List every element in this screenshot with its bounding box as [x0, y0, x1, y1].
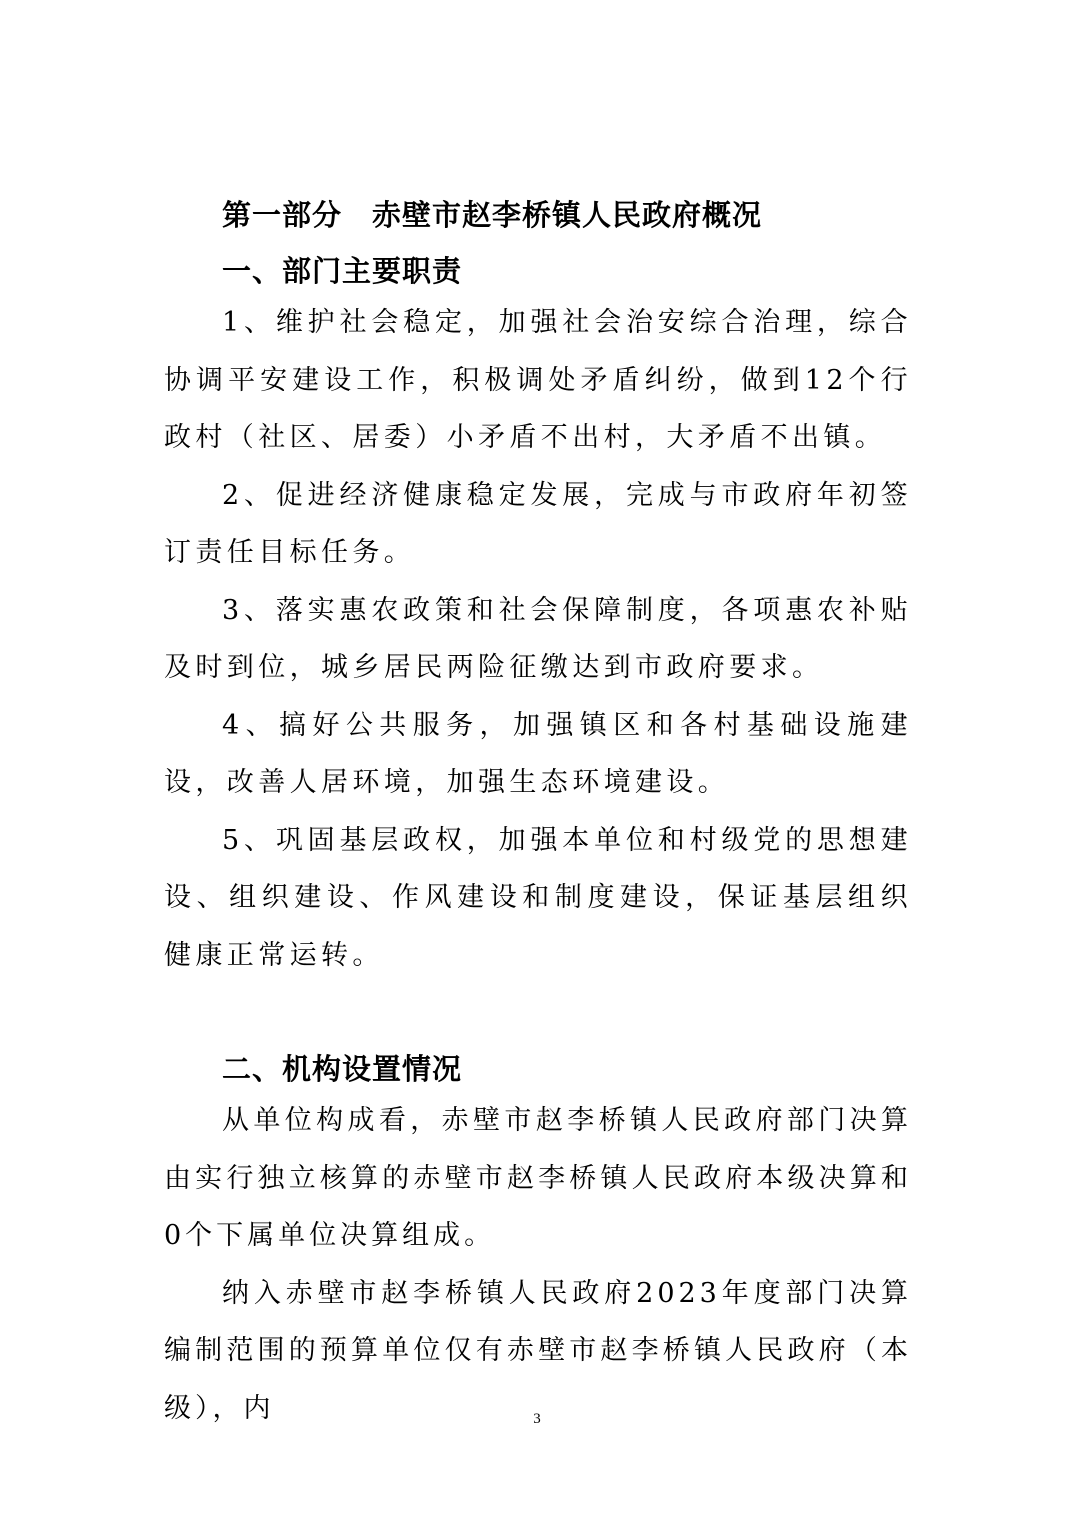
section-heading-responsibilities: 一、部门主要职责	[222, 254, 463, 288]
section-heading-organization: 二、机构设置情况	[222, 1052, 463, 1086]
organization-paragraph-2: 纳入赤壁市赵李桥镇人民政府2023年度部门决算编制范围的预算单位仅有赤壁市赵李桥镇人民政府（本级），内	[164, 1277, 912, 1424]
part-title: 第一部分 赤壁市赵李桥镇人民政府概况	[222, 198, 763, 232]
responsibility-item-5: 5、巩固基层政权，加强本单位和村级党的思想建设、组织建设、作风建设和制度建设，保证基层组织健康正常运转。	[164, 824, 912, 971]
responsibility-item-2: 2、促进经济健康稳定发展，完成与市政府年初签订责任目标任务。	[164, 479, 912, 568]
page-content	[164, 192, 912, 1437]
responsibility-item-4: 4、搞好公共服务，加强镇区和各村基础设施建设，改善人居环境，加强生态环境建设。	[164, 709, 912, 798]
organization-paragraph-1: 从单位构成看，赤壁市赵李桥镇人民政府部门决算由实行独立核算的赤壁市赵李桥镇人民政府本级决算和0个下属单位决算组成。	[164, 1105, 912, 1251]
page-number: 3	[533, 1411, 541, 1427]
responsibility-item-1: 1、维护社会稳定，加强社会治安综合治理，综合协调平安建设工作，积极调处矛盾纠纷，做到12个行政村（社区、居委）小矛盾不出村，大矛盾不出镇。	[164, 307, 912, 453]
responsibility-item-3: 3、落实惠农政策和社会保障制度，各项惠农补贴及时到位，城乡居民两险征缴达到市政府要求。	[164, 594, 912, 683]
